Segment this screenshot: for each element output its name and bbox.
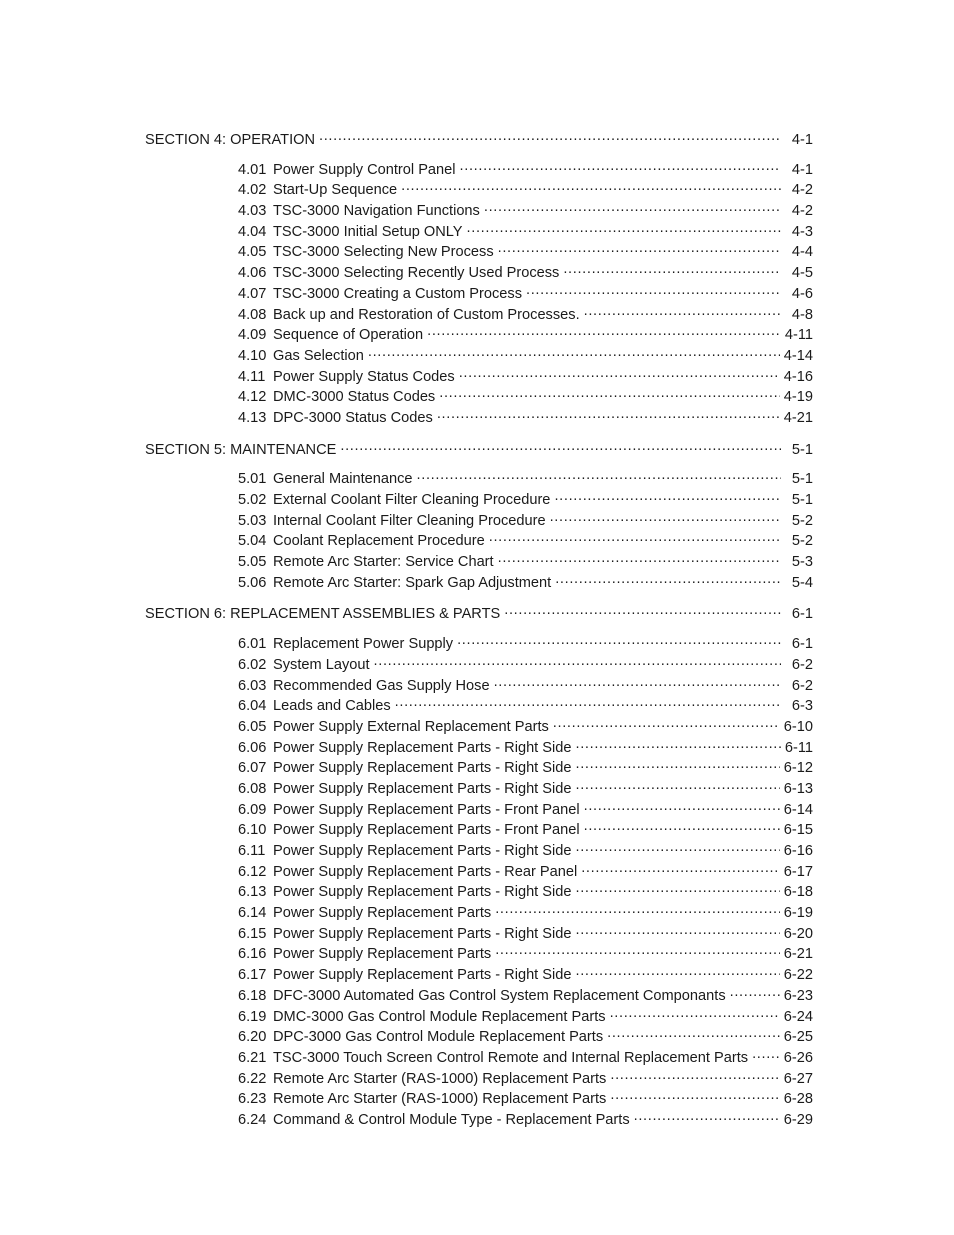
entry-number: 5.06 <box>238 574 267 591</box>
entry-page-number: 6-23 <box>783 987 813 1004</box>
entry-number: 6.01 <box>238 636 267 653</box>
toc-entry[interactable] <box>145 882 813 903</box>
toc-section <box>145 604 813 1130</box>
entry-title: Power Supply Replacement Parts - Rear Panel <box>273 863 578 880</box>
dot-leader <box>576 882 780 896</box>
entry-number: 4.05 <box>238 244 267 261</box>
toc-entry[interactable] <box>145 180 813 201</box>
toc-entry[interactable] <box>145 346 813 367</box>
toc-entry[interactable] <box>145 490 813 511</box>
entry-title: Sequence of Operation <box>273 327 424 344</box>
entry-page-number: 4-5 <box>791 265 813 282</box>
entry-number: 4.07 <box>238 285 267 302</box>
entry-title: Back up and Restoration of Custom Processes. <box>273 306 580 323</box>
toc-entry[interactable] <box>145 222 813 243</box>
entry-page-number: 6-27 <box>783 1070 813 1087</box>
toc-entry[interactable] <box>145 1089 813 1110</box>
toc-entry[interactable] <box>145 655 813 676</box>
entry-number: 6.21 <box>238 1049 267 1066</box>
dot-leader <box>495 903 780 917</box>
entry-page-number: 6-19 <box>783 905 813 922</box>
dot-leader <box>439 387 780 401</box>
dot-leader <box>459 367 780 381</box>
dot-leader <box>504 604 781 618</box>
entry-title: DPC-3000 Status Codes <box>273 409 433 426</box>
entry-page-number: 6-1 <box>791 636 813 653</box>
entry-number: 4.09 <box>238 327 267 344</box>
entry-number: 6.17 <box>238 967 267 984</box>
entry-page-number: 5-2 <box>791 512 813 529</box>
entry-number: 6.22 <box>238 1070 267 1087</box>
toc-entry[interactable] <box>145 1069 813 1090</box>
entry-number: 4.11 <box>238 368 266 385</box>
entry-number: 6.13 <box>238 884 267 901</box>
toc-entry[interactable] <box>145 965 813 986</box>
entry-page-number: 5-1 <box>791 471 813 488</box>
section-page-number: 6-1 <box>791 606 813 623</box>
toc-entry[interactable] <box>145 160 813 181</box>
entry-page-number: 4-4 <box>791 244 813 261</box>
entry-page-number: 6-11 <box>784 739 813 756</box>
dot-leader <box>498 242 781 256</box>
entry-title: Power Supply Status Codes <box>273 368 455 385</box>
dot-leader <box>494 676 781 690</box>
toc-entry[interactable] <box>145 242 813 263</box>
entry-number: 4.01 <box>238 161 267 178</box>
entry-number: 5.05 <box>238 554 267 571</box>
entry-title: DFC-3000 Automated Gas Control System Replacement Componants <box>273 987 726 1004</box>
toc-entry[interactable] <box>145 263 813 284</box>
entry-title: Power Supply Replacement Parts - Front Panel <box>273 822 580 839</box>
toc-entry[interactable] <box>145 820 813 841</box>
entry-title: Power Supply External Replacement Parts <box>273 718 549 735</box>
toc-entry[interactable] <box>145 1027 813 1048</box>
toc-entry[interactable] <box>145 862 813 883</box>
entry-number: 6.19 <box>238 1008 267 1025</box>
dot-leader <box>576 841 780 855</box>
dot-leader <box>437 408 780 422</box>
entry-number: 6.03 <box>238 677 267 694</box>
dot-leader <box>467 222 781 236</box>
entry-number: 6.18 <box>238 987 267 1004</box>
entry-title: Power Supply Replacement Parts - Right Side <box>273 884 572 901</box>
entry-title: Power Supply Replacement Parts - Right Side <box>273 967 572 984</box>
dot-leader <box>401 180 781 194</box>
toc-entry[interactable] <box>145 634 813 655</box>
toc-entry[interactable] <box>145 511 813 532</box>
entry-page-number: 6-21 <box>783 946 813 963</box>
dot-leader <box>576 758 780 772</box>
entry-number: 4.10 <box>238 347 267 364</box>
entry-title: External Coolant Filter Cleaning Procedure <box>273 492 551 508</box>
dot-leader <box>584 305 781 319</box>
dot-leader <box>584 820 780 834</box>
toc-entry[interactable] <box>145 800 813 821</box>
entry-title: System Layout <box>273 656 370 673</box>
entry-title: Power Supply Replacement Parts - Right Side <box>273 843 572 859</box>
entry-title: Replacement Power Supply <box>273 636 454 653</box>
entry-number: 6.04 <box>238 698 267 715</box>
entry-number: 5.03 <box>238 512 267 529</box>
toc-entry[interactable] <box>145 367 813 388</box>
entry-page-number: 4-14 <box>783 347 813 364</box>
entry-number: 4.02 <box>238 182 267 199</box>
section-heading-row[interactable] <box>145 130 813 151</box>
entry-number: 4.13 <box>238 409 267 426</box>
dot-leader <box>634 1110 780 1124</box>
entry-number: 5.01 <box>238 471 267 488</box>
toc-entry[interactable] <box>145 531 813 552</box>
entry-number: 6.16 <box>238 946 267 963</box>
entry-page-number: 4-16 <box>783 368 813 385</box>
entry-page-number: 6-18 <box>783 884 813 901</box>
entry-title: Recommended Gas Supply Hose <box>273 677 490 694</box>
entry-title: TSC-3000 Navigation Functions <box>273 203 480 220</box>
entry-number: 5.04 <box>238 533 267 550</box>
dot-leader <box>576 738 781 752</box>
entry-number: 6.14 <box>238 905 267 922</box>
entry-title: Remote Arc Starter: Spark Gap Adjustment <box>273 574 552 591</box>
entry-page-number: 5-1 <box>791 492 813 508</box>
dot-leader <box>460 160 781 174</box>
dot-leader <box>555 573 781 587</box>
dot-leader <box>495 944 780 958</box>
entry-number: 6.11 <box>238 843 266 859</box>
entry-title: Internal Coolant Filter Cleaning Procedure <box>273 512 546 529</box>
entry-page-number: 6-17 <box>783 863 813 880</box>
entry-number: 4.06 <box>238 265 267 282</box>
toc-entry[interactable] <box>145 676 813 697</box>
toc-entry[interactable] <box>145 408 813 429</box>
entry-title: Power Supply Replacement Parts - Right Side <box>273 739 572 756</box>
entry-number: 6.23 <box>238 1091 267 1108</box>
entry-page-number: 6-28 <box>783 1091 813 1108</box>
entry-title: TSC-3000 Selecting Recently Used Process <box>273 265 560 282</box>
dot-leader <box>752 1048 780 1062</box>
entry-number: 6.12 <box>238 863 267 880</box>
entry-number: 6.08 <box>238 780 267 797</box>
toc-entry[interactable] <box>145 469 813 490</box>
entry-page-number: 5-4 <box>791 574 813 591</box>
entry-page-number: 6-13 <box>783 780 813 797</box>
toc-section <box>145 130 813 429</box>
dot-leader <box>368 346 780 360</box>
entry-number: 4.08 <box>238 306 267 323</box>
entry-number: 6.10 <box>238 822 267 839</box>
dot-leader <box>553 717 780 731</box>
entry-title: Power Supply Replacement Parts <box>273 905 492 922</box>
entry-page-number: 6-2 <box>791 677 813 694</box>
dot-leader <box>374 655 781 669</box>
dot-leader <box>554 490 781 504</box>
table-of-contents <box>145 130 813 1142</box>
section-title: SECTION 6: REPLACEMENT ASSEMBLIES & PARTS <box>145 606 501 623</box>
entry-number: 6.09 <box>238 801 267 818</box>
toc-entry[interactable] <box>145 201 813 222</box>
entry-title: TSC-3000 Creating a Custom Process <box>273 285 523 302</box>
toc-entry[interactable] <box>145 1110 813 1131</box>
entry-page-number: 6-16 <box>783 843 813 859</box>
entry-title: TSC-3000 Initial Setup ONLY <box>273 223 463 240</box>
dot-leader <box>498 552 781 566</box>
dot-leader <box>484 201 781 215</box>
toc-entry[interactable] <box>145 1048 813 1069</box>
entry-number: 6.02 <box>238 656 267 673</box>
toc-entry[interactable] <box>145 552 813 573</box>
dot-leader <box>610 1007 780 1021</box>
toc-entry[interactable] <box>145 944 813 965</box>
section-page-number: 5-1 <box>791 441 813 458</box>
dot-leader <box>427 325 781 339</box>
dot-leader <box>610 1089 779 1103</box>
toc-entry[interactable] <box>145 305 813 326</box>
entry-page-number: 6-14 <box>783 801 813 818</box>
dot-leader <box>489 531 781 545</box>
section-title: SECTION 4: OPERATION <box>145 132 316 148</box>
entry-page-number: 4-11 <box>784 327 813 344</box>
toc-entry[interactable] <box>145 1007 813 1028</box>
entry-title: Command & Control Module Type - Replacement Parts <box>273 1111 630 1128</box>
toc-entry[interactable] <box>145 903 813 924</box>
dot-leader <box>457 634 781 648</box>
entry-page-number: 4-8 <box>791 306 813 323</box>
entry-page-number: 5-3 <box>791 554 813 571</box>
entry-page-number: 6-3 <box>791 698 813 715</box>
toc-entry[interactable] <box>145 387 813 408</box>
dot-leader <box>526 284 781 298</box>
dot-leader <box>730 986 780 1000</box>
entry-title: DMC-3000 Gas Control Module Replacement Parts <box>273 1008 606 1025</box>
entry-title: Remote Arc Starter: Service Chart <box>273 554 494 571</box>
dot-leader <box>417 469 781 483</box>
entry-page-number: 6-10 <box>783 718 813 735</box>
toc-entry[interactable] <box>145 924 813 945</box>
toc-entry[interactable] <box>145 284 813 305</box>
entry-title: Remote Arc Starter (RAS-1000) Replacement Parts <box>273 1091 607 1108</box>
dot-leader <box>581 862 780 876</box>
entry-title: Gas Selection <box>273 347 364 364</box>
toc-entry[interactable] <box>145 986 813 1007</box>
dot-leader <box>584 800 780 814</box>
dot-leader <box>610 1069 779 1083</box>
toc-entry[interactable] <box>145 779 813 800</box>
section-title: SECTION 5: MAINTENANCE <box>145 441 337 458</box>
entry-page-number: 6-29 <box>783 1111 813 1128</box>
toc-section <box>145 440 813 594</box>
toc-entry[interactable] <box>145 841 813 862</box>
entry-page-number: 4-3 <box>791 223 813 240</box>
entry-title: DMC-3000 Status Codes <box>273 389 436 406</box>
dot-leader <box>607 1027 780 1041</box>
entry-number: 5.02 <box>238 492 267 508</box>
entry-page-number: 4-6 <box>791 285 813 302</box>
entry-page-number: 4-2 <box>791 203 813 220</box>
dot-leader <box>340 440 781 454</box>
entry-title: Power Supply Replacement Parts - Right Side <box>273 760 572 777</box>
entry-title: Power Supply Replacement Parts - Front Panel <box>273 801 580 818</box>
entry-page-number: 6-24 <box>783 1008 813 1025</box>
entry-number: 6.20 <box>238 1029 267 1046</box>
entry-title: Power Supply Control Panel <box>273 161 456 178</box>
entry-page-number: 4-2 <box>791 182 813 199</box>
dot-leader <box>395 696 781 710</box>
entry-page-number: 4-1 <box>791 161 813 178</box>
entry-title: Coolant Replacement Procedure <box>273 533 485 550</box>
entry-number: 4.03 <box>238 203 267 220</box>
entry-page-number: 6-20 <box>783 925 813 942</box>
entry-title: Power Supply Replacement Parts <box>273 946 492 963</box>
dot-leader <box>576 965 780 979</box>
entry-number: 6.06 <box>238 739 267 756</box>
entry-title: Start-Up Sequence <box>273 182 398 199</box>
entry-page-number: 4-19 <box>783 389 813 406</box>
toc-entry[interactable] <box>145 573 813 594</box>
section-heading-row[interactable] <box>145 440 813 461</box>
entry-page-number: 6-26 <box>783 1049 813 1066</box>
entry-title: TSC-3000 Touch Screen Control Remote and Internal Replacement Parts <box>273 1049 749 1066</box>
entry-title: Leads and Cables <box>273 698 391 715</box>
dot-leader <box>319 130 781 144</box>
entry-number: 4.12 <box>238 389 267 406</box>
entry-page-number: 6-22 <box>783 967 813 984</box>
entry-number: 6.05 <box>238 718 267 735</box>
toc-entry[interactable] <box>145 758 813 779</box>
entry-page-number: 4-21 <box>783 409 813 426</box>
dot-leader <box>563 263 781 277</box>
entry-page-number: 6-12 <box>783 760 813 777</box>
entry-page-number: 5-2 <box>791 533 813 550</box>
toc-entry[interactable] <box>145 738 813 759</box>
dot-leader <box>576 779 780 793</box>
entry-title: Power Supply Replacement Parts - Right Side <box>273 925 572 942</box>
toc-entry[interactable] <box>145 325 813 346</box>
entry-number: 4.04 <box>238 223 267 240</box>
entry-number: 6.07 <box>238 760 267 777</box>
entry-title: TSC-3000 Selecting New Process <box>273 244 494 261</box>
entry-number: 6.15 <box>238 925 267 942</box>
entry-page-number: 6-15 <box>783 822 813 839</box>
dot-leader <box>550 511 781 525</box>
dot-leader <box>576 924 780 938</box>
entry-number: 6.24 <box>238 1111 267 1128</box>
entry-title: Power Supply Replacement Parts - Right Side <box>273 780 572 797</box>
entry-page-number: 6-25 <box>783 1029 813 1046</box>
section-heading-row[interactable] <box>145 604 813 625</box>
toc-entry[interactable] <box>145 696 813 717</box>
entry-title: General Maintenance <box>273 471 413 488</box>
entry-page-number: 6-2 <box>791 656 813 673</box>
entry-title: Remote Arc Starter (RAS-1000) Replacement Parts <box>273 1070 607 1087</box>
section-page-number: 4-1 <box>791 132 813 148</box>
entry-title: DPC-3000 Gas Control Module Replacement Parts <box>273 1029 604 1046</box>
toc-entry[interactable] <box>145 717 813 738</box>
